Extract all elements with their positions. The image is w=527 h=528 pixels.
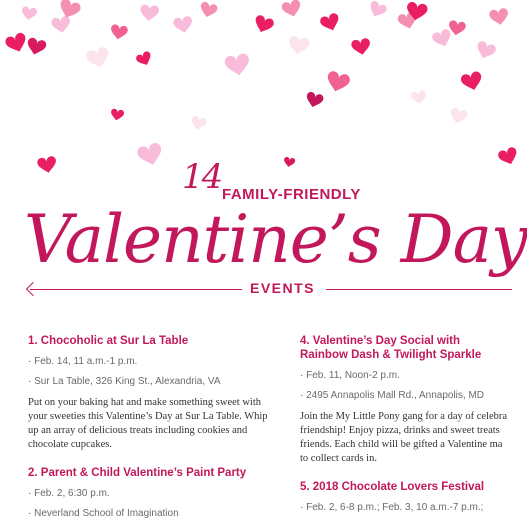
heart-icon (224, 53, 252, 78)
event-date: · Feb. 14, 11 a.m.-1 p.m. (28, 356, 138, 367)
heart-icon (319, 12, 342, 33)
event-item (28, 466, 278, 520)
event-location: · Sur La Table, 326 King St., Alexandria, VA (28, 376, 221, 387)
heart-icon (252, 14, 275, 35)
event-location: · 2495 Annapolis Mall Rd., Annapolis, MD (300, 390, 484, 401)
heart-icon (110, 108, 125, 121)
heart-icon (397, 11, 419, 31)
event-title: 2. Parent & Child Valentine’s Paint Party (28, 467, 247, 479)
heart-icon (367, 0, 388, 20)
subtitle: FAMILY-FRIENDLY (222, 186, 361, 203)
heart-icon (57, 0, 82, 21)
event-description: Put on your baking hat and make something sweet with your sweeties this Valentine’s Day at Sur La Table. Whip up an array of delicious treats including cookies and chocolate cupcakes. (28, 397, 268, 450)
heart-icon (25, 37, 47, 57)
divider-right (326, 289, 512, 290)
heart-icon (304, 91, 324, 109)
event-item (300, 480, 512, 514)
heart-icon (85, 46, 112, 70)
heart-icon (489, 7, 510, 26)
event-count: 14 (182, 157, 222, 197)
event-item (28, 334, 278, 452)
event-title: 5. 2018 Chocolate Lovers Festival (300, 481, 485, 493)
event-item (300, 334, 512, 466)
heart-icon (447, 20, 466, 37)
event-date: · Feb. 11, Noon-2 p.m. (300, 370, 400, 381)
heart-icon (51, 15, 72, 34)
event-title: 4. Valentine’s Day Social with Rainbow Dash & Twilight Sparkle (300, 335, 482, 361)
events-column-right (300, 334, 512, 522)
event-date: · Feb. 2, 6:30 p.m. (28, 488, 110, 499)
event-location: · Neverland School of Imagination (28, 508, 179, 519)
heart-icon (190, 115, 208, 131)
heart-icon (173, 15, 194, 34)
heart-icon (4, 32, 29, 55)
heart-icon (135, 50, 154, 68)
heart-icon (325, 70, 352, 94)
divider-left (30, 289, 242, 290)
heart-icon (431, 28, 454, 49)
heart-icon (460, 70, 484, 92)
heart-icon (281, 0, 303, 19)
event-date: · Feb. 2, 6-8 p.m.; Feb. 3, 10 a.m.-7 p.m.; (300, 502, 484, 513)
heart-icon (351, 37, 372, 56)
events-column-left (28, 334, 278, 528)
heart-icon (287, 35, 310, 56)
heart-icon (448, 107, 468, 125)
heart-icon (139, 4, 159, 21)
heart-icon (405, 1, 428, 22)
heart-icon (109, 24, 128, 41)
heart-icon (21, 6, 38, 21)
heart-icon (474, 40, 497, 61)
events-label: EVENTS (250, 280, 316, 296)
event-description: Join the My Little Pony gang for a day of celebra friendship! Enjoy pizza, drinks and sweet treats friends. Each child will be gifted a Valentine ma to collect cards in. (300, 411, 508, 464)
event-title: 1. Chocoholic at Sur La Table (28, 335, 189, 347)
heart-icon (198, 1, 218, 19)
header (0, 157, 527, 300)
falling-hearts-decoration (0, 0, 512, 180)
page-title: Valentine’s Day (24, 201, 527, 278)
heart-icon (411, 90, 428, 105)
